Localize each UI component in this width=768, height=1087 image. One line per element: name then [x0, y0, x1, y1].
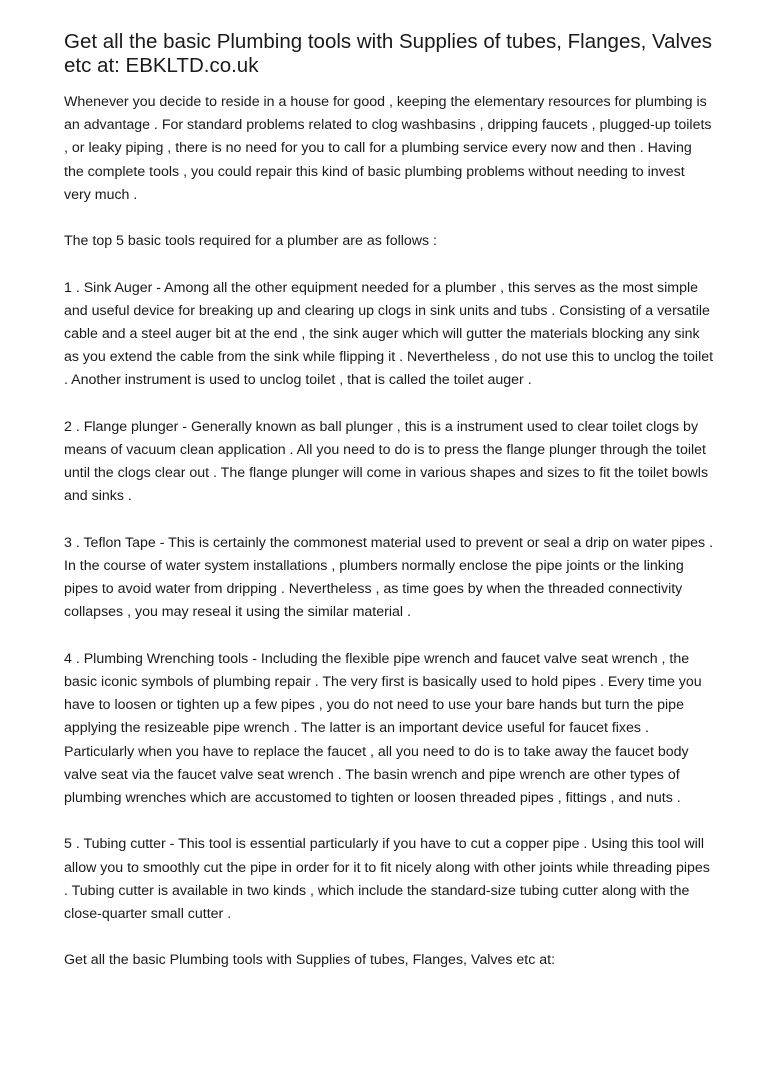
- list-item-sink-auger: 1 . Sink Auger - Among all the other equipment needed for a plumber , this serves as the most simple and useful device for breaking up and clearing up clogs in sink units and tubs . Consisting of a versatile cable and a steel auger bit at the end , the sink auger which will gutter the materials blocking any sink as you extend the cable from the sink while flipping it . Nevertheless , do not use this to unclog the toilet . Another instrument is used to unclog toilet , that is called the toilet auger .: [64, 279, 714, 389]
- list-item-tubing-cutter: 5 . Tubing cutter - This tool is essential particularly if you have to cut a copper pipe . Using this tool will allow you to smoothly cut the pipe in order for it to fit nicely along with other joints while threading pipes . Tubing cutter is available in two kinds , which include the standard-size tubing cutter along with the close-quarter small cutter .: [64, 836, 710, 923]
- list-item-teflon-tape: 3 . Teflon Tape - This is certainly the commonest material used to prevent or seal a drip on water pipes . In the course of water system installations , plumbers normally enclose the pipe joints or the linking pipes to avoid water from dripping . Nevertheless , as time goes by when the threaded connectivity collapses , you may reseal it using the similar material .: [64, 534, 714, 621]
- list-intro-paragraph: The top 5 basic tools required for a plumber are as follows :: [64, 233, 438, 250]
- intro-paragraph: Whenever you decide to reside in a house for good , keeping the elementary resources for plumbing is an advantage . For standard problems related to clog washbasins , dripping faucets , plugged-up toilets , or leaky piping , there is no need for you to call for a plumbing service every now and then . Having the complete tools , you could repair this kind of basic plumbing problems without needing to invest very much .: [64, 94, 712, 203]
- document-title: Get all the basic Plumbing tools with Supplies of tubes, Flanges, Valves etc at: EBKLTD.co.uk: [64, 30, 712, 77]
- document-page: [64, 30, 714, 973]
- closing-paragraph: Get all the basic Plumbing tools with Supplies of tubes, Flanges, Valves etc at:: [64, 952, 556, 969]
- list-item-wrenching-tools: 4 . Plumbing Wrenching tools - Including the flexible pipe wrench and faucet valve seat wrench , the basic iconic symbols of plumbing repair . The very first is basically used to hold pipes . Every time you have to loosen or tighten up a few pipes , you do not need to use your bare hands but turn the pipe applying the resizeable pipe wrench . The latter is an important device useful for faucet fixes . Particularly when you have to replace the faucet , all you need to do is to take away the faucet body valve seat via the faucet valve seat wrench . The basin wrench and pipe wrench are other types of plumbing wrenches which are accustomed to tighten or loosen threaded pipes , fittings , and nuts .: [64, 650, 702, 807]
- list-item-flange-plunger: 2 . Flange plunger - Generally known as ball plunger , this is a instrument used to clear toilet clogs by means of vacuum clean application . All you need to do is to press the flange plunger through the toilet until the clogs clear out . The flange plunger will come in various shapes and sizes to fit the toilet bowls and sinks .: [64, 418, 709, 505]
